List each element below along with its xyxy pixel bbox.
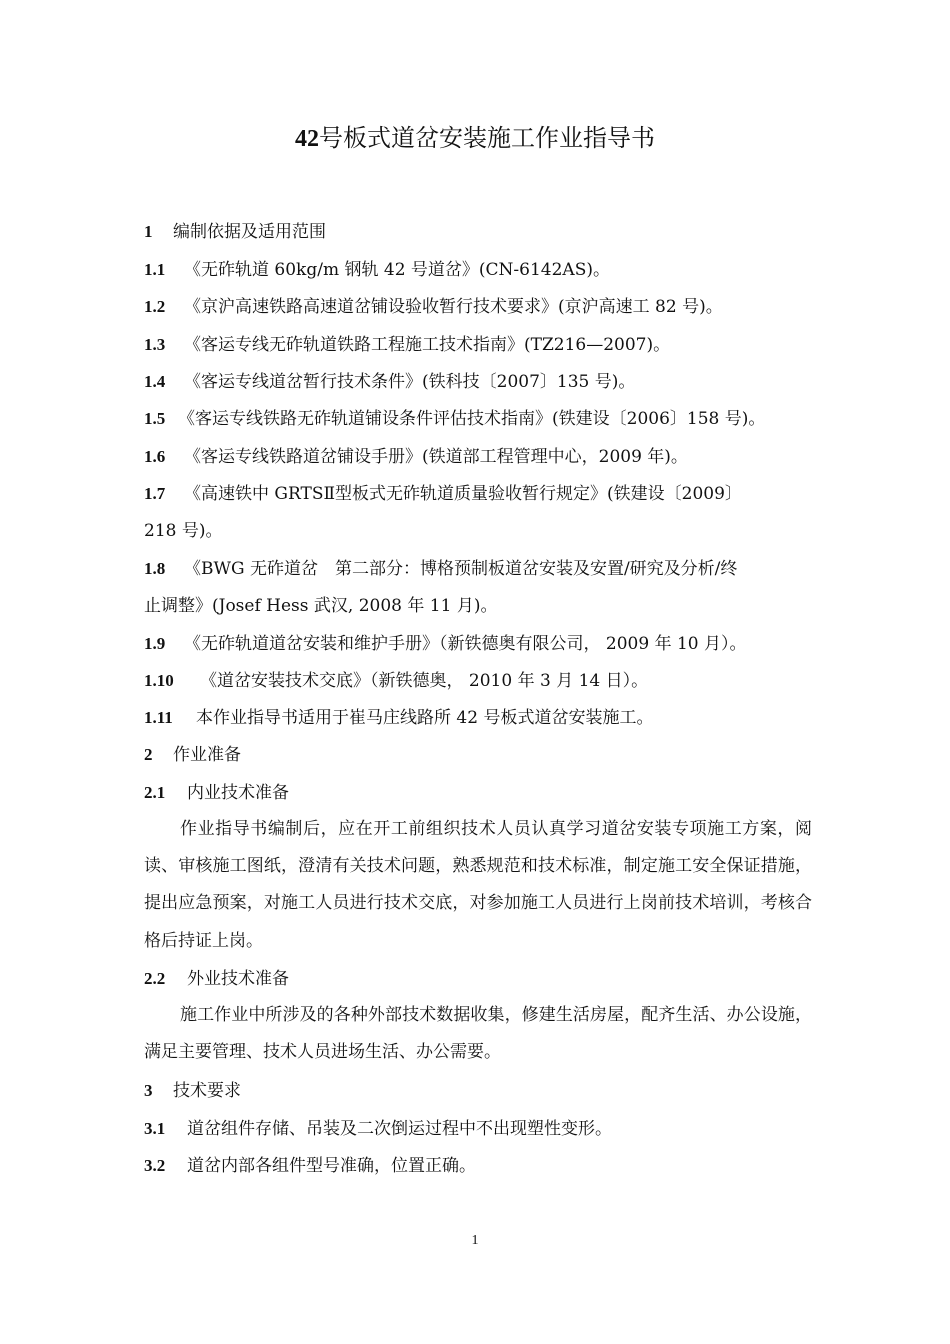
list-item: 1.4 《客运专线道岔暂行技术条件》(铁科技〔2007〕135 号)。 — [144, 372, 636, 392]
list-item: 1.10 《道岔安装技术交底》（新铁德奥， 2010 年 3 月 14 日）。 — [144, 671, 649, 691]
list-item: 3.1 道岔组件存储、吊装及二次倒运过程中不出现塑性变形。 — [144, 1119, 612, 1139]
heading-2-1: 2.1 内业技术准备 — [144, 783, 289, 803]
list-item: 1.2 《京沪高速铁路高速道岔铺设验收暂行技术要求》(京沪高速工 82 号)。 — [144, 297, 723, 317]
list-item: 1.11 本作业指导书适用于崔马庄线路所 42 号板式道岔安装施工。 — [144, 708, 654, 728]
document-title — [0, 118, 950, 153]
heading-1: 1 编制依据及适用范围 — [144, 222, 326, 242]
list-item: 1.7 《高速铁中 GRTSⅡ型板式无砟轨道质量验收暂行规定》(铁建设〔2009〕 — [144, 484, 742, 504]
page-number: 1 — [471, 1233, 479, 1248]
list-item-continuation: 止调整》(Josef Hess 武汉, 2008 年 11 月)。 — [144, 596, 498, 616]
title-number: 42 — [295, 126, 319, 152]
list-item: 1.8 《BWG 无砟道岔 第二部分：博格预制板道岔安装及安置/研究及分析/终 — [144, 559, 738, 579]
list-item: 1.9 《无砟轨道道岔安装和维护手册》（新铁德奥有限公司， 2009 年 10 月）。 — [144, 634, 747, 654]
list-item: 3.2 道岔内部各组件型号准确，位置正确。 — [144, 1156, 476, 1176]
heading-2: 2 作业准备 — [144, 745, 241, 765]
paragraph-external-prep: 施工作业中所涉及的各种外部技术数据收集，修建生活房屋，配齐生活、办公设施，满足主要管理、技术人员进场生活、办公需要。 — [144, 1005, 812, 1063]
list-item-continuation: 218 号)。 — [144, 521, 223, 541]
title-text: 号板式道岔安装施工作业指导书 — [319, 124, 655, 152]
heading-3: 3 技术要求 — [144, 1081, 241, 1101]
list-item: 1.5 《客运专线铁路无砟轨道铺设条件评估技术指南》(铁建设〔2006〕158 号)。 — [144, 409, 766, 429]
list-item: 1.6 《客运专线铁路道岔铺设手册》(铁道部工程管理中心，2009 年)。 — [144, 447, 688, 467]
list-item: 1.1 《无砟轨道 60kg/m 钢轨 42 号道岔》(CN-6142AS)。 — [144, 260, 610, 280]
list-item: 1.3 《客运专线无砟轨道铁路工程施工技术指南》(TZ216—2007)。 — [144, 335, 671, 355]
heading-2-2: 2.2 外业技术准备 — [144, 969, 289, 989]
paragraph-internal-prep: 作业指导书编制后，应在开工前组织技术人员认真学习道岔安装专项施工方案，阅读、审核施工图纸，澄清有关技术问题，熟悉规范和技术标准，制定施工安全保证措施，提出应急预案，对施工人员进行技术交底，对参加施工人员进行上岗前技术培训，考核合格后持证上岗。 — [144, 819, 812, 951]
